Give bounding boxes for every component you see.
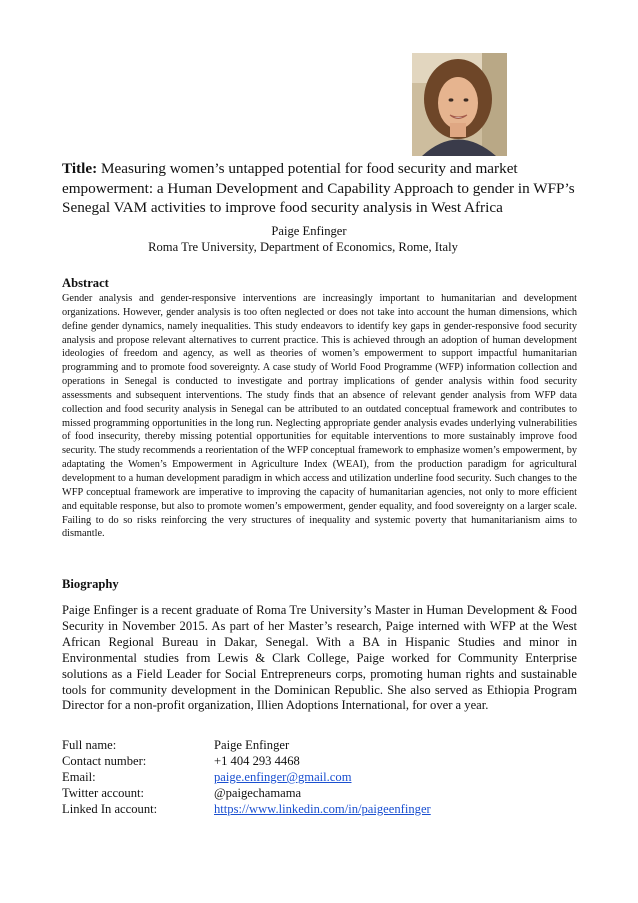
contact-value: @paigechamama bbox=[214, 786, 302, 800]
abstract-heading: Abstract bbox=[62, 276, 109, 290]
profile-photo bbox=[412, 53, 507, 156]
title-label: Title: bbox=[62, 160, 98, 177]
email-link[interactable]: paige.enfinger@gmail.com bbox=[214, 770, 352, 784]
contact-row-full-name bbox=[62, 737, 431, 753]
contact-label: Linked In account: bbox=[62, 802, 158, 816]
abstract-text: Gender analysis and gender-responsive interventions are increasingly important to humanitarian and development organizations. However, gender analysis is too often neglected or does not take into account the human dimensions, which define gender dynamics, namely inequalities. This study endeavors to identify key gaps in gender-responsive food security analysis and propose relevant alternatives to current practice. This is achieved through an adoption of human development ideologies of freedom and agency, as well as theories of women’s empowerment to support impactful humanitarian programming and to promote food sovereignty. A case study of World Food Programme (WFP) information collection and operations in Senegal is conducted to investigate and portray implications of gender analysis within food security assessments and subsequent interventions. The study finds that an absence of relevant gender analysis from WFP data collection and food security analysis in Senegal can be attributed to an outdated conceptual framework and contributes to missed programming opportunities in the long run. Neglecting appropriate gender analysis evades underlying vulnerabilities of food insecurity, thereby missing potential opportunities for equitable interventions to more sustainably improve food security. The study recommends a reorientation of the WFP conceptual framework to emphasize women’s empowerment, by adaptating the Women’s Empowerment in Agriculture Index (WEAI), from the production paradigm for agricultural development to a human development paradigm in which access and utilization underline food security. Such changes to the WFP conceptual framework are imperative to improving the capacity of humanitarian agencies, not only to more efficient and equitable response, but also to promote women’s empowerment, gender equality, and food sovereignty on a larger scale. Failing to do so risks reinforcing the very structures of inequality and systemic poverty that humanitarianism aims to dismantle. bbox=[62, 293, 577, 540]
contact-label: Email: bbox=[62, 770, 96, 784]
linkedin-link[interactable]: https://www.linkedin.com/in/paigeenfinger bbox=[214, 802, 431, 816]
contact-row-email bbox=[62, 769, 431, 785]
contact-row-phone bbox=[62, 753, 431, 769]
paper-title bbox=[62, 159, 582, 218]
biography-heading: Biography bbox=[62, 577, 119, 591]
profile-photo-icon bbox=[412, 53, 507, 156]
contact-label: Twitter account: bbox=[62, 786, 144, 800]
contact-details bbox=[62, 737, 431, 817]
contact-row-linkedin bbox=[62, 801, 431, 817]
biography-text: Paige Enfinger is a recent graduate of Roma Tre University’s Master in Human Development & Food Security in November 2015. As part of her Master’s research, Paige interned with WFP at the West African Regional Bureau in Dakar, Senegal. With a BA in Hispanic Studies and minor in Environmental studies from Lewis & Clark College, Paige worked for Community Enterprise solutions as a Field Leader for Social Entrepreneurs corps, promoting human rights and sustainable tools for community development in the Dominican Republic. She also served as Ethiopia Program Director for a non-profit organization, Illien Adoptions International, for over a year. bbox=[62, 603, 577, 713]
contact-label: Full name: bbox=[62, 738, 117, 752]
author-name: Paige Enfinger bbox=[271, 224, 347, 238]
contact-label: Contact number: bbox=[62, 754, 147, 768]
author-affiliation: Roma Tre University, Department of Economics, Rome, Italy bbox=[148, 240, 458, 254]
contact-value: +1 404 293 4468 bbox=[214, 754, 300, 768]
contact-value: Paige Enfinger bbox=[214, 738, 290, 752]
title-text: Measuring women’s untapped potential for food security and market empowerment: a Human Development and Capability Approach to gender in WFP’s Senegal VAM activities to improve food security analysis in West Africa bbox=[62, 160, 575, 216]
contact-row-twitter bbox=[62, 785, 431, 801]
